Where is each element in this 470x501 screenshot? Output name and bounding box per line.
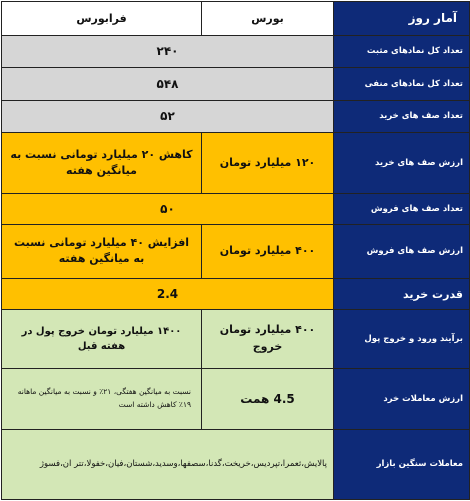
header-daily-stats: آمار روز: [334, 2, 470, 36]
value-buy-queues-count: ۵۲: [2, 100, 334, 133]
farabourse-retail-trades-value: نسبت به میانگین هفتگی، ۲۱٪ و نسبت به میانگین ماهانه ۱۹٪ کاهش داشته است: [2, 368, 202, 429]
header-farabourse: فرابورس: [2, 2, 202, 36]
row-buy-queues-value: [2, 133, 470, 194]
daily-stats-table: [1, 1, 470, 500]
value-negative-symbols: ۵۴۸: [2, 68, 334, 101]
row-sell-queues-value: [2, 224, 470, 279]
row-money-flow: [2, 309, 470, 368]
value-sell-queues-count: ۵۰: [2, 194, 334, 224]
header-row: [2, 2, 470, 36]
row-sell-queues-count: [2, 194, 470, 224]
label-buying-power: قدرت خرید: [334, 279, 470, 309]
label-buy-queues-count: تعداد صف های خرید: [334, 100, 470, 133]
label-retail-trades-value: ارزش معاملات خرد: [334, 368, 470, 429]
value-positive-symbols: ۲۴۰: [2, 35, 334, 68]
row-negative-symbols: [2, 68, 470, 101]
row-heavy-trades: [2, 429, 470, 499]
row-positive-symbols: [2, 35, 470, 68]
label-negative-symbols: تعداد کل نمادهای منفی: [334, 68, 470, 101]
row-retail-trades-value: [2, 368, 470, 429]
bourse-sell-queues-value: ۴۰۰ میلیارد تومان: [202, 224, 334, 279]
farabourse-sell-queues-value: افزایش ۴۰ میلیارد تومانی نسبت به میانگین هفته: [2, 224, 202, 279]
label-positive-symbols: تعداد کل نمادهای مثبت: [334, 35, 470, 68]
label-sell-queues-count: تعداد صف های فروش: [334, 194, 470, 224]
farabourse-money-flow: ۱۴۰۰ میلیارد تومان خروج پول در هفته قبل: [2, 309, 202, 368]
label-buy-queues-value: ارزش صف های خرید: [334, 133, 470, 194]
row-buy-queues-count: [2, 100, 470, 133]
label-money-flow: برآیند ورود و خروج پول: [334, 309, 470, 368]
header-bourse: بورس: [202, 2, 334, 36]
bourse-money-flow: ۴۰۰ میلیارد تومان خروج: [202, 309, 334, 368]
farabourse-buy-queues-value: کاهش ۲۰ میلیارد تومانی نسبت به میانگین هفته: [2, 133, 202, 194]
row-buying-power: [2, 279, 470, 309]
bourse-buy-queues-value: ۱۲۰ میلیارد تومان: [202, 133, 334, 194]
value-buying-power: 2.4: [2, 279, 334, 309]
bourse-retail-trades-value: 4.5 همت: [202, 368, 334, 429]
value-heavy-trades: پالایش،ثعمرا،تپردیس،خریخت،گدنا،سصفها،وسدید،شستان،فیان،خفولا،تتر ان،فسوژ: [2, 429, 334, 499]
label-sell-queues-value: ارزش صف های فروش: [334, 224, 470, 279]
label-heavy-trades: معاملات سنگین بازار: [334, 429, 470, 499]
